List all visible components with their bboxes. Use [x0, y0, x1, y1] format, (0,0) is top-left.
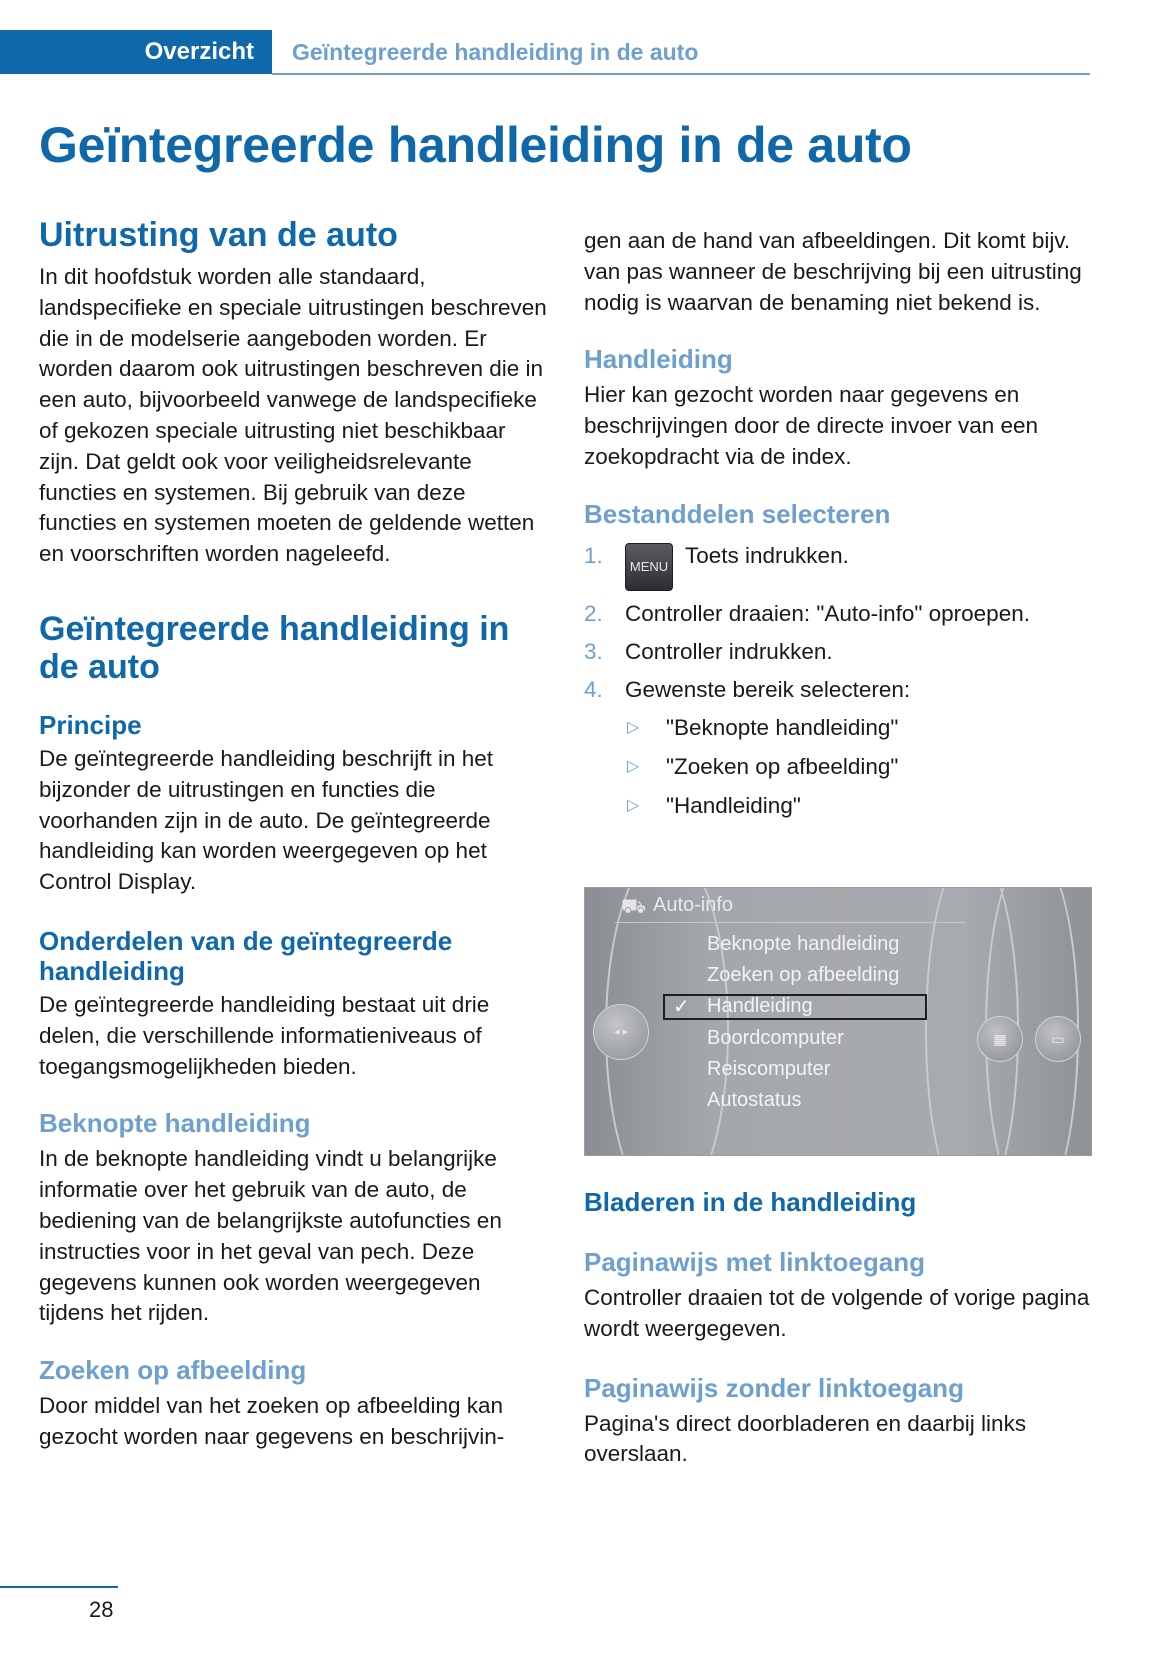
- heading-beknopte: Beknopte handleiding: [39, 1108, 311, 1139]
- triangle-bullet-icon: ▷: [627, 757, 640, 775]
- heading-bestanddelen: Bestanddelen selecteren: [584, 498, 891, 529]
- step-number: 4.: [584, 676, 603, 702]
- heading-principe: Principe: [39, 709, 142, 740]
- step-text: Controller draaien: "Auto-info" oproepen.: [625, 600, 1030, 626]
- page-title: Geïntegreerde handleiding in de auto: [39, 117, 912, 173]
- checkmark-icon: ✓: [673, 996, 690, 1018]
- sub-item: ▷ "Zoeken op afbeelding": [584, 752, 1094, 782]
- paragraph-pag-met: Controller draaien tot de volgende of vorige pagina wordt weergegeven.: [584, 1285, 1090, 1341]
- step-item: [584, 599, 1094, 629]
- paragraph-beknopte: In de beknopte handleiding vindt u belangrijke informatie over het gebruik van de auto, de bediening van de belangrijkste autofuncties en instructies voor in het geval van pech. Deze gegevens kunnen ook worden weergegeven tijdens het rijden.: [39, 1146, 502, 1326]
- step-item: [584, 675, 1094, 705]
- chapter-tab: Overzicht: [0, 30, 272, 74]
- screen-divider: [615, 922, 965, 923]
- triangle-bullet-icon: ▷: [627, 718, 640, 736]
- sub-item: ▷ "Beknopte handleiding": [584, 713, 1094, 743]
- screen-menu-item: Reiscomputer: [707, 1058, 831, 1080]
- paragraph-zoeken: Door middel van het zoeken op afbeelding kan gezocht worden naar gegevens en beschrijvin-: [39, 1393, 505, 1449]
- screen-menu-item: Zoeken op afbeelding: [707, 964, 900, 986]
- triangle-bullet-icon: ▷: [627, 796, 640, 814]
- paragraph-onderdelen: De geïntegreerde handleiding bestaat uit drie delen, die verschillende informatieniveaus of toegangsmogelijkheden bieden.: [39, 991, 490, 1079]
- heading-geintegreerde: Geïntegreerde handleiding in de auto: [39, 609, 510, 686]
- heading-handleiding: Handleiding: [584, 344, 733, 375]
- heading-uitrusting: Uitrusting van de auto: [39, 216, 398, 254]
- step-text: Gewenste bereik selecteren:: [625, 676, 911, 702]
- screen-menu-item: Handleiding: [707, 995, 813, 1017]
- step-text: Controller indrukken.: [625, 638, 833, 664]
- control-display-screenshot: [584, 887, 1092, 1156]
- step-number: 1.: [584, 542, 603, 568]
- header-rule: [272, 73, 1090, 75]
- screen-side-icon: ▦: [977, 1016, 1023, 1062]
- paragraph-continued: gen aan de hand van afbeeldingen. Dit komt bijv. van pas wanneer de beschrijving bij een uitrusting nodig is waarvan de benaming niet bekend is.: [584, 228, 1082, 315]
- steps-list: [584, 541, 1094, 705]
- heading-bladeren: Bladeren in de handleiding: [584, 1187, 917, 1217]
- step-item: [584, 541, 1094, 591]
- heading-pag-met: Paginawijs met linktoegang: [584, 1247, 925, 1277]
- footer-rule: [0, 1586, 118, 1588]
- step-item: [584, 637, 1094, 667]
- menu-button-icon: MENU: [625, 543, 673, 591]
- paragraph-principe: De geïntegreerde handleiding beschrijft in het bijzonder de uitrustingen en functies die voorhanden zijn in de auto. De geïntegreerde handleiding kan worden weergegeven op het Control Display.: [39, 745, 494, 895]
- paragraph-uitrusting: In dit hoofdstuk worden alle standaard, landspecifieke en speciale uitrustingen beschreven die in de modelserie aangeboden worden. Er worden daarom ook uitrustingen beschreven die in een auto, bijvoorbeeld vanwege de landspecifieke of gekozen speciale uitrusting niet beschikbaar zijn. Dat geldt ook voor veiligheidsrelevante functies en systemen. Bij gebruik van deze functies en systemen moeten de geldende wetten en voorschriften worden nageleefd.: [39, 264, 547, 567]
- car-icon: ⛟: [621, 896, 647, 918]
- screen-title: Auto-info: [653, 894, 734, 916]
- step-number: 2.: [584, 600, 603, 626]
- right-column-lower: [584, 1187, 1094, 1470]
- section-header: Geïntegreerde handleiding in de auto: [292, 38, 699, 65]
- controller-knob-icon: ◂ ▸: [593, 1004, 649, 1060]
- right-column: [584, 226, 1094, 830]
- step-text: Toets indrukken.: [685, 542, 849, 568]
- heading-zoeken: Zoeken op afbeelding: [39, 1355, 307, 1386]
- sub-item: ▷ "Handleiding": [584, 791, 1094, 821]
- screen-menu-item: Beknopte handleiding: [707, 933, 900, 955]
- paragraph-handleiding: Hier kan gezocht worden naar gegevens en beschrijvingen door de directe invoer van een zoekopdracht via de index.: [584, 382, 1039, 469]
- screen-menu-item: Boordcomputer: [707, 1027, 844, 1049]
- page-number: 28: [89, 1597, 114, 1622]
- screen-menu-item: Autostatus: [707, 1089, 802, 1111]
- left-column: [39, 216, 549, 1453]
- heading-pag-zonder: Paginawijs zonder linktoegang: [584, 1372, 964, 1403]
- heading-onderdelen: Onderdelen van de geïntegreerde handleiding: [39, 925, 453, 986]
- step-number: 3.: [584, 638, 603, 664]
- screen-side-icon: ▭: [1035, 1016, 1081, 1062]
- paragraph-pag-zonder: Pagina's direct doorbladeren en daarbij links overslaan.: [584, 1410, 1027, 1467]
